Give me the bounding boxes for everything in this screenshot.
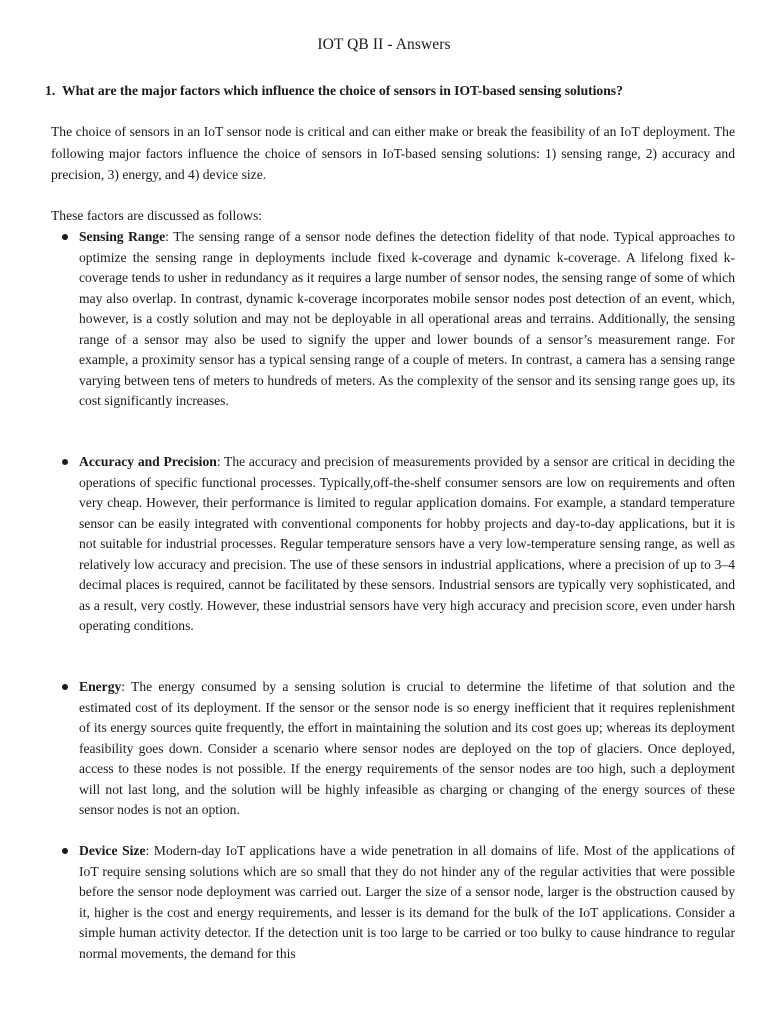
factor-term: Accuracy and Precision [79,454,217,469]
document-title: IOT QB II - Answers [317,36,451,53]
question-heading [45,83,745,99]
factor-text: : The accuracy and precision of measurements provided by a sensor are critical in deciding the operations of specific functional processes. Typically,off-the-shelf consumer sensors are low on requirements and often very cheap. However, their performance is limited to regular application domains. For example, a standard temperature sensor can be easily integrated with conventional components for hobby projects and day-to-day applications, but it is not suitable for industrial processes. Regular temperature sensors have a very low-temperature sensing range, as well as relatively low accuracy and precision. The use of these sensors in industrial applications, where a precision of up to 3–4 decimal places is required, cannot be facilitated by these sensors. Industrial sensors are typically very sophisticated, and as a result, very costly. However, these industrial sensors have very high accuracy and precision score, even under harsh operating conditions. [79,454,735,633]
factor-text: : The sensing range of a sensor node defines the detection fidelity of that node. Typical approaches to optimize the sensing range in deployments include fixed k-coverage and dynamic k-coverage. A lifelong fixed k-coverage tends to usher in redundancy as it requires a large number of sensor nodes, the sensing range of some of which may also overlap. In contrast, dynamic k-coverage incorporates mobile sensor nodes post detection of an event, which, however, is a costly solution and may not be deployable in all operational areas and terrains. Additionally, the sensing range of a sensor may also be used to signify the upper and lower bounds of a sensor’s measurement range. For example, a proximity sensor has a typical sensing range of a couple of meters. In contrast, a camera has a sensing range varying between tens of meters to hundreds of meters. As the complexity of the sensor and its sensing range goes up, its cost significantly increases. [79,229,735,408]
intro-paragraph: The choice of sensors in an IoT sensor node is critical and can either make or break the feasibility of an IoT deployment. The following major factors influence the choice of sensors in IoT-based sensing solutions: 1) sensing range, 2) accuracy and precision, 3) energy, and 4) device size. [51,124,735,182]
question-text: What are the major factors which influence the choice of sensors in IOT-based sensing solutions? [62,83,623,98]
bullet-icon [62,234,68,240]
bullet-icon [62,684,68,690]
factor-term: Device Size [79,843,146,858]
bullet-icon [62,459,68,465]
factor-term: Energy [79,679,122,694]
factors-intro-line: These factors are discussed as follows: [51,208,263,223]
factor-text: : Modern-day IoT applications have a wide penetration in all domains of life. Most of the applications of IoT require sensing solutions which are so small that they do not hinder any of the regular activities that were possible before the sensor node deployment was carried out. Larger the size of a sensor node, larger is the obstruction caused by it, higher is the cost and energy requirements, and lesser is its demand for the bulk of the IoT applications. Consider a simple human activity detector. If the detection unit is too large to be carried or too bulky to cause hindrance to regular normal movements, the demand for this [79,843,735,961]
list-item-device-size [79,841,735,964]
factor-term: Sensing Range [79,229,166,244]
question-number: 1. [45,83,56,98]
factor-text: : The energy consumed by a sensing solution is crucial to determine the lifetime of that solution and the estimated cost of its deployment. If the sensor or the sensor node is so energy inefficient that it requires replenishment of its energy sources quite frequently, the effort in maintaining the solution and its cost goes up; whereas its deployment feasibility goes down. Consider a scenario where sensor nodes are deployed on the top of glaciers. Once deployed, access to these nodes is not possible. If the energy requirements of the sensor nodes are too high, such a deployment will not last long, and the solution will be highly infeasible as charging or changing of the energy sources of these sensor nodes is not an option. [79,679,735,817]
list-item-energy [79,677,735,821]
list-item-sensing-range [79,227,735,412]
list-item-accuracy-precision [79,452,735,637]
bullet-icon [62,848,68,854]
